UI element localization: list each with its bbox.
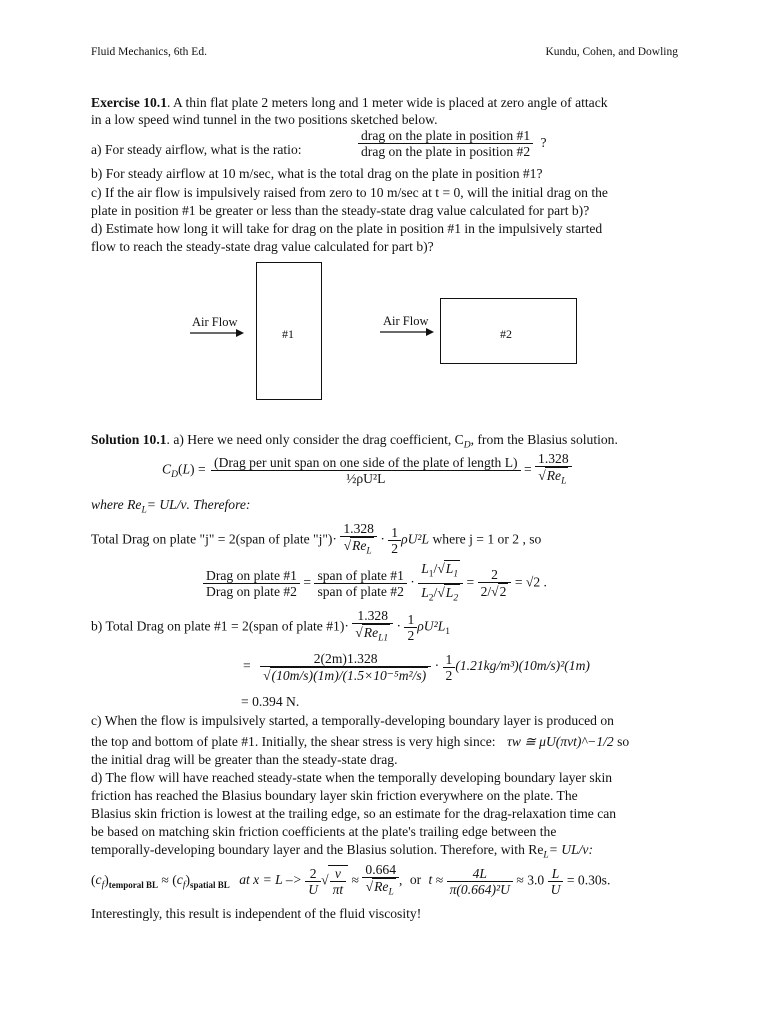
solution-intro: Solution 10.1. a) Here we need only consider the drag coefficient, $C_D$, from the Blasius solution.	[91, 432, 618, 451]
air-flow-label-2: Air Flow	[383, 314, 429, 328]
exercise-part-b: b) For steady airflow at 10 m/sec, what is the total drag on the plate in position #1?	[91, 166, 543, 181]
exercise-part-a: a) For steady airflow, what is the ratio:	[91, 142, 302, 157]
solution-title: Solution 10.1	[91, 432, 167, 447]
book-title: Fluid Mechanics, 6th Ed.	[91, 46, 207, 58]
air-flow-label-1: Air Flow	[192, 315, 238, 329]
exercise-part-c-1: c) If the air flow is impulsively raised from zero to 10 m/sec at t = 0, will the initial drag on the	[91, 185, 608, 200]
part-d-line-1: d) The flow will have reached steady-state when the temporally developing boundary layer skin	[91, 770, 613, 785]
reynolds-definition: where $Re_L= UL/\nu$. Therefore:	[91, 497, 251, 516]
exercise-title: Exercise 10.1	[91, 95, 168, 110]
part-d-line-3: Blasius skin friction is lowest at the trailing edge, so an estimate for the drag-relaxation time can	[91, 806, 617, 821]
blasius-cd-equation: $C_D(L)$ = $\frac{\text{(Drag per unit span on one side of the plate of length L)}}{\text{½ρU²L}}$ = $\frac{1.328}{√Re_L}$	[162, 451, 572, 490]
part-b-equation: b) Total Drag on plate #1 = 2(span of plate #1)· $\frac{1.328}{√Re_{L1}}$ · $\frac{1}{2}$ $\rho U^2L_1$	[91, 608, 450, 647]
part-d-line-2: friction has reached the Blasius boundary layer skin friction everywhere on the plate. The	[91, 788, 578, 803]
part-d-line-5: temporally-developing boundary layer and the Blasius solution. Therefore, with $Re_L= UL/\nu$:	[91, 842, 593, 861]
arrow-icon	[378, 325, 438, 339]
exercise-ratio: $\frac{\text{drag on the plate in position \#1}}{\text{drag on the plate in position \#2}}$ ?	[358, 128, 547, 159]
part-d-line-4: be based on matching skin friction coefficients at the plate's trailing edge between the	[91, 824, 557, 839]
arrow-icon	[188, 326, 248, 340]
relaxation-time-equation: $(c_f)_{temporal BL} \approx (c_f)_{spatial BL}$ at x = L –> $\frac{2}{U}$ √ $\frac{\nu}{\pi t}$ ≈ $\frac{0.664}{√Re_L}$ , or t ≈ $\frac{4L}{\text{π(0.664)²U}}$ ≈ 3.0 $\frac{L}{U}$ = 0.30s.	[91, 862, 610, 901]
exercise-line-1: Exercise 10.1. A thin flat plate 2 meters long and 1 meter wide is placed at zero angle of attack	[91, 95, 608, 110]
part-c-line-2: the top and bottom of plate #1. Initially, the shear stress is very high since: τw ≅ μU(πνt)^−1/2 so	[91, 734, 630, 749]
exercise-part-d-2: flow to reach the steady-state drag value calculated for part b)?	[91, 239, 434, 254]
exercise-part-d-1: d) Estimate how long it will take for drag on the plate in position #1 in the impulsively started	[91, 221, 603, 236]
part-c-line-3: the initial drag will be greater than the steady-state drag.	[91, 752, 398, 767]
plate-2-label: #2	[500, 327, 512, 341]
closing-remark: Interestingly, this result is independent of the fluid viscosity!	[91, 906, 422, 921]
drag-ratio-equation: $\frac{\text{Drag on plate \#1}}{\text{Drag on plate \#2}}$ = $\frac{\text{span of plate \#1}}{\text{span of plate \#2}}$ · $\frac{L_1/√L_1}{L_2/√L_2}$ = $\frac{2}{2/√2}$ = √2 .	[203, 560, 547, 606]
exercise-line-2: in a low speed wind tunnel in the two positions sketched below.	[91, 112, 438, 127]
total-drag-equation: Total Drag on plate "j" = 2(span of plate "j")· $\frac{1.328}{√Re_L}$ · $\frac{1}{2}$ ρU²L where j = 1 or 2 , so	[91, 521, 541, 560]
plate-1-label: #1	[282, 327, 294, 341]
exercise-part-c-2: plate in position #1 be greater or less than the steady-state drag value calculated for part b)?	[91, 203, 590, 218]
part-c-line-1: c) When the flow is impulsively started, a temporally-developing boundary layer is produced on	[91, 713, 614, 728]
part-b-numeric: = $\frac{2(2m)1.328}{\text{√(10m/s)(1m)/(1.5×10⁻⁵m²/s)}}$ · $\frac{1}{2}$ (1.21kg/m³)(10m/s)²(1m)	[243, 651, 590, 683]
authors: Kundu, Cohen, and Dowling	[545, 46, 678, 58]
part-b-result: = 0.394 N.	[241, 694, 300, 709]
